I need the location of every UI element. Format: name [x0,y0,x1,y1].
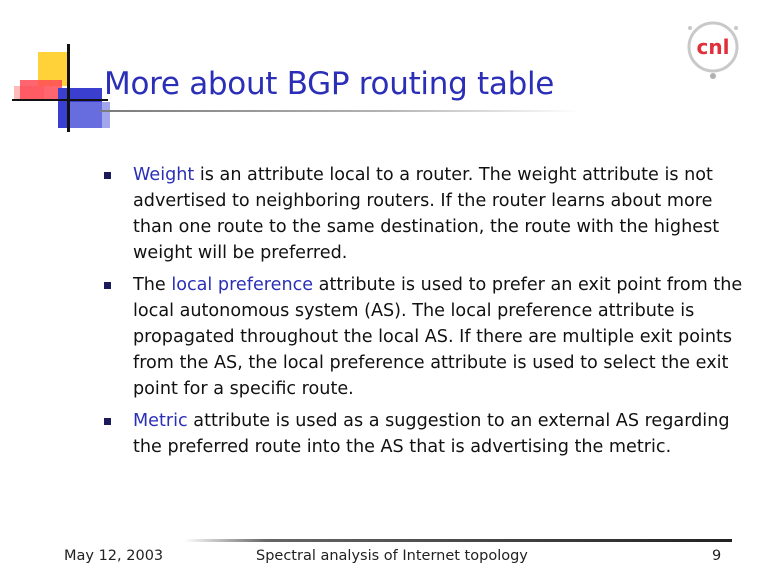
footer-divider [184,539,732,542]
bullet-marker-icon [104,418,111,425]
bullet-item-local-preference [104,272,754,402]
bullet-prefix: The [133,275,172,295]
decorative-red-block [20,80,62,100]
slide-title: More about BGP routing table [104,66,555,102]
bullet-item-metric [104,408,754,460]
logo-text: cnl [696,35,730,59]
decorative-lightblue-block [70,102,110,128]
decorative-vertical-line [67,44,70,132]
bullet-marker-icon [104,282,111,289]
term-metric: Metric [133,411,188,431]
title-underline [100,110,580,112]
decorative-horizontal-line [12,99,108,101]
bullet-text: attribute is used to prefer an exit point from the local autonomous system (AS). The local preference attribute is propagated throughout the local AS. If there are multiple exit points from the AS, the local preference attribute is used to select the exit point for a specific route. [133,275,743,399]
footer-date: May 12, 2003 [64,548,164,564]
cnl-logo-icon [684,18,742,80]
page-number: 9 [712,548,722,564]
bullet-text: attribute is used as a suggestion to an external AS regarding the preferred route into the AS that is advertising the metric. [133,411,730,457]
bullet-marker-icon [104,172,111,179]
bullet-item-weight [104,162,754,266]
footer-title: Spectral analysis of Internet topology [256,548,528,564]
term-weight: Weight [133,165,195,185]
bullet-list [104,162,754,466]
term-local-preference: local preference [171,275,314,295]
bullet-text: is an attribute local to a router. The weight attribute is not advertised to neighboring routers. If the router learns about more than one route to the same destination, the route with the highest weight will be preferred. [133,165,720,263]
